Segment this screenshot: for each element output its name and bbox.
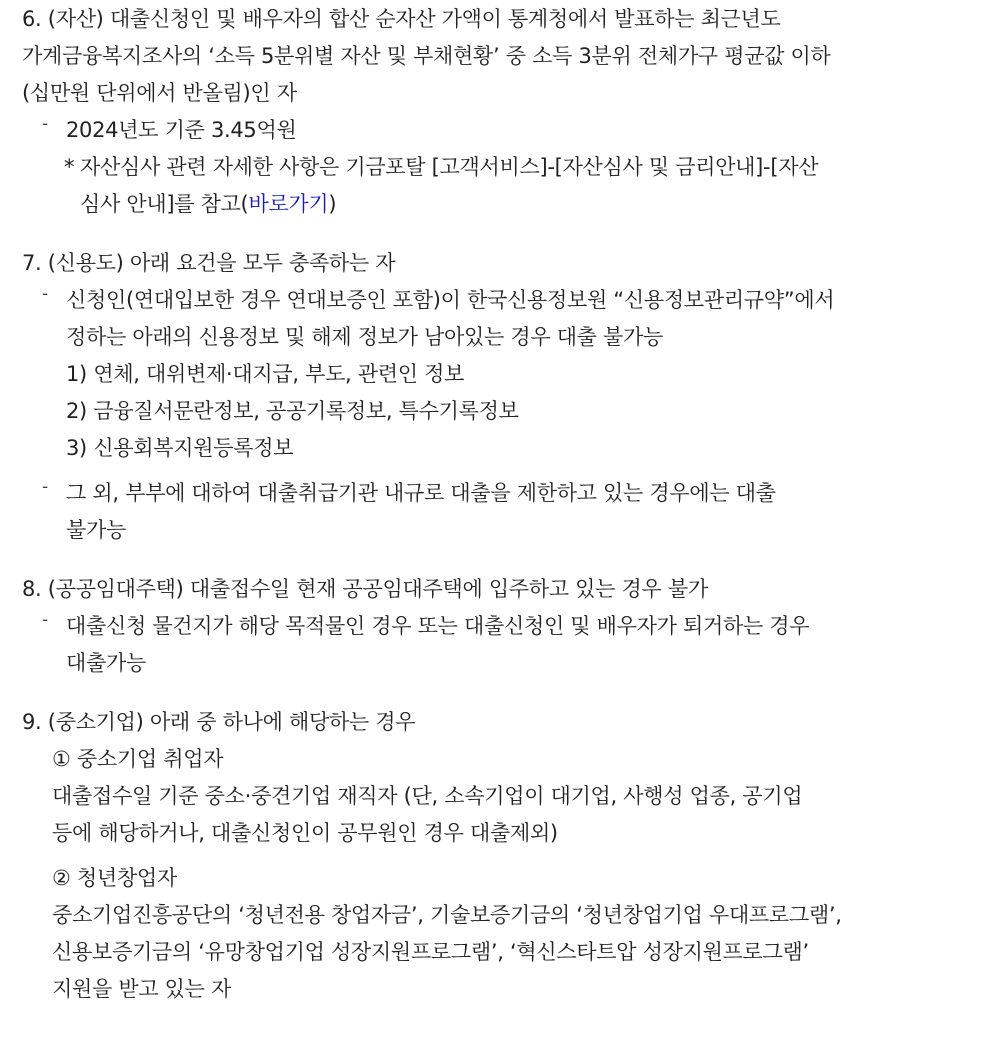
dash-bullet: - (42, 284, 48, 304)
section-asset-line-3: (십만원 단위에서 반올림)인 자 (22, 81, 297, 105)
public-rental-line-2: 대출가능 (66, 651, 146, 675)
young-founder-line-1: 중소기업진흥공단의 ‘청년전용 창업자금’, 기술보증기금의 ‘청년창업기업 우대프로그램’, (52, 903, 842, 927)
section-asset (22, 1, 972, 223)
section-sme-title: 9. (중소기업) 아래 중 하나에 해당하는 경우 (22, 710, 416, 734)
young-founder-line-2: 신용보증기금의 ‘유망창업기업 성장지원프로그램’, ‘혁신스타트압 성장지원프로그램’ (52, 940, 809, 964)
spacer (22, 852, 972, 860)
credit-other-line-1: 그 외, 부부에 대하여 대출취급기관 내규로 대출을 제한하고 있는 경우에는 대출 (66, 481, 776, 505)
asset-review-note-line-2 (80, 186, 972, 223)
asset-review-note-prefix: 심사 안내]를 참고( (80, 192, 249, 216)
section-public-rental (22, 571, 972, 682)
public-rental-line-1: 대출신청 물건지가 해당 목적물인 경우 또는 대출신청인 및 배우자가 퇴거하는 경우 (66, 614, 810, 638)
spacer (22, 549, 972, 571)
section-asset-line-1: 6. (자산) 대출신청인 및 배우자의 합산 순자산 가액이 통계청에서 발표하는 최근년도 (22, 7, 781, 31)
asset-review-note (22, 149, 972, 223)
credit-criterion-item (22, 282, 972, 467)
dash-bullet: - (42, 610, 48, 630)
asset-review-note-line-1: 자산심사 관련 자세한 사항은 기금포탈 [고객서비스]-[자산심사 및 금리안내]-[자산 (80, 155, 819, 179)
section-credit (22, 245, 972, 549)
credit-info-item-2: 2) 금융질서문란정보, 공공기록정보, 특수기록정보 (66, 399, 519, 423)
dash-bullet: - (42, 114, 48, 134)
spacer (22, 467, 972, 475)
dash-bullet: - (42, 477, 48, 497)
sme-employee-title: ① 중소기업 취업자 (52, 747, 224, 771)
public-rental-item (22, 608, 972, 682)
asterisk-bullet: * (64, 155, 75, 179)
sme-employee-block (22, 741, 972, 852)
sme-employee-line-2: 등에 해당하거나, 대출신청인이 공무원인 경우 대출제외) (52, 821, 558, 845)
spacer (22, 223, 972, 245)
section-sme (22, 704, 972, 1008)
shortcut-link[interactable]: 바로가기 (248, 192, 329, 216)
credit-other-item (22, 475, 972, 549)
credit-criterion-line-2: 정하는 아래의 신용정보 및 해제 정보가 남아있는 경우 대출 불가능 (66, 325, 663, 349)
credit-info-item-3: 3) 신용회복지원등록정보 (66, 436, 294, 460)
asset-review-note-suffix: ) (328, 192, 337, 216)
asset-criterion-item (22, 112, 972, 149)
credit-other-line-2: 불가능 (66, 518, 126, 542)
spacer (22, 682, 972, 704)
credit-info-item-1: 1) 연체, 대위변제·대지급, 부도, 관련인 정보 (66, 362, 465, 386)
asset-criterion-text: 2024년도 기준 3.45억원 (66, 118, 297, 142)
section-asset-line-2: 가계금융복지조사의 ‘소득 5분위별 자산 및 부채현황’ 중 소득 3분위 전체가구 평균값 이하 (22, 44, 831, 68)
sme-employee-line-1: 대출접수일 기준 중소·중견기업 재직자 (단, 소속기업이 대기업, 사행성 업종, 공기업 (52, 784, 803, 808)
section-public-rental-title: 8. (공공임대주택) 대출접수일 현재 공공임대주택에 입주하고 있는 경우 불가 (22, 577, 708, 601)
young-founder-line-3: 지원을 받고 있는 자 (52, 977, 232, 1001)
section-credit-title: 7. (신용도) 아래 요건을 모두 충족하는 자 (22, 251, 396, 275)
young-founder-block (22, 860, 972, 1008)
young-founder-title: ② 청년창업자 (52, 866, 177, 890)
credit-criterion-line-1: 신청인(연대입보한 경우 연대보증인 포함)이 한국신용정보원 “신용정보관리규약”에서 (66, 288, 835, 312)
